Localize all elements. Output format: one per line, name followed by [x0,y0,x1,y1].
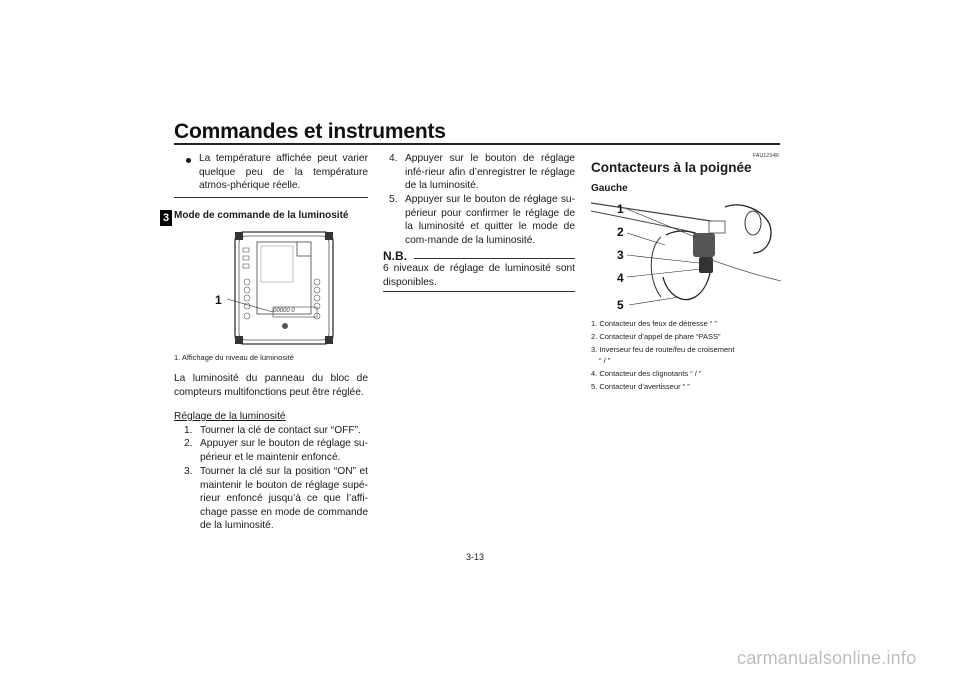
step-number: 3. [184,466,193,477]
step-5 [389,193,575,247]
step-text: Tourner la clé de contact sur “OFF”. [200,425,361,436]
step-4 [389,152,575,193]
odometer-reading: 00000 0 [273,308,295,314]
bullet-dot [186,158,191,163]
step-number: 1. [184,425,193,436]
step-2 [184,437,368,464]
doc-code: FAU1234R [753,153,780,159]
chapter-tab: 3 [160,210,172,226]
step-text: Tourner la clé sur la position “ON” et maintenir le bouton de réglage supé-rieur enfoncé jusqu’à ce que l’affi-chage passe en mode de commande de la luminosité. [200,466,368,532]
nb-bottom-rule [383,291,575,292]
section-heading: Mode de commande de la luminosité [174,210,349,221]
title-rule [174,143,780,145]
bullet-text: La température affichée peut varier quelque peu de la température atmos-phérique réelle. [199,153,368,192]
step-1 [184,424,368,438]
page-number: 3-13 [466,552,485,562]
step-number: 4. [389,153,398,164]
callout-1: 1 [617,202,624,216]
step-3 [184,465,368,533]
divider [174,197,368,198]
caption-3-icons: “ / ” [599,356,611,365]
nb-label: N.B. [383,249,407,263]
watermark: carmanualsonline.info [737,648,917,668]
figure-callout: 1 [215,293,222,307]
callout-2: 2 [617,225,624,239]
callout-3: 3 [617,248,624,262]
step-text: Appuyer sur le bouton de réglage su-périeur pour confirmer le réglage de la luminosité et quitter le mode de com-mande de la luminosité. [405,194,575,246]
caption-5: 5. Contacteur d’avertisseur “ ” [591,382,690,391]
caption-1: 1. Contacteur des feux de détresse “ ” [591,319,717,328]
step-text: Appuyer sur le bouton de réglage su-périeur et le maintenir enfoncé. [200,438,368,463]
paragraph: La luminosité du panneau du bloc de compteurs multifonctions peut être réglée. [174,373,368,398]
step-text: Appuyer sur le bouton de réglage infé-rieur afin d’enregistrer le réglage de la luminosité. [405,153,575,192]
step-number: 2. [184,438,193,449]
figure-caption: 1. Affichage du niveau de luminosité [174,353,294,362]
section-title: Contacteurs à la poignée [591,160,752,175]
caption-3: 3. Inverseur feu de route/feu de croisement [591,345,735,354]
callout-4: 4 [617,271,624,285]
caption-4: 4. Contacteur des clignotants “ / ” [591,369,702,378]
page-title: Commandes et instruments [174,120,446,143]
nb-rule [414,258,575,259]
subheading-gauche: Gauche [591,183,628,194]
caption-2: 2. Contacteur d’appel de phare “PASS” [591,332,721,341]
callout-5: 5 [617,298,624,312]
nb-text: 6 niveaux de réglage de luminosité sont disponibles. [383,263,575,288]
step-number: 5. [389,194,398,205]
subheading: Réglage de la luminosité [174,411,286,422]
instrument-panel-figure [205,228,340,348]
